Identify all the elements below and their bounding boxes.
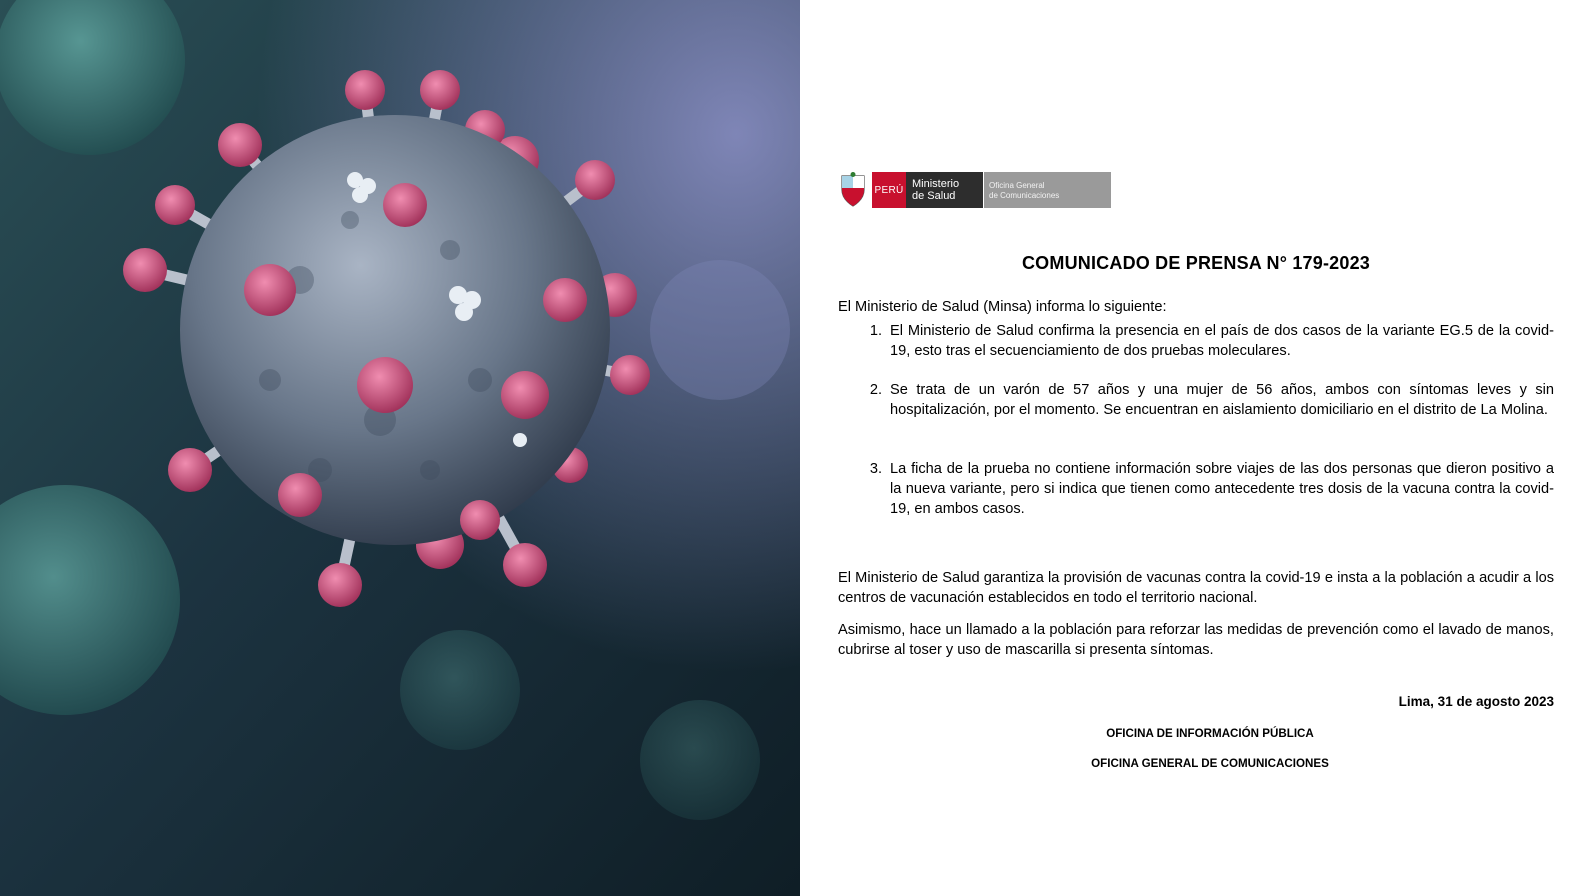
ministry-line-2: de Salud (912, 190, 956, 202)
office-line-1: Oficina General (989, 181, 1045, 190)
list-item: La ficha de la prueba no contiene información sobre viajes de las dos personas que dieron positivo a la nueva variante, pero si indica que tienen como antecedente tres dosis de la vacuna contra la covid-19, en ambos casos. (890, 461, 1554, 517)
release-date: Lima, 31 de agosto 2023 (1398, 694, 1554, 709)
ministry-line-1: Ministerio (912, 178, 960, 190)
ministry-label (906, 172, 983, 208)
item-number: 3. (869, 461, 882, 477)
office-public-information: OFICINA DE INFORMACIÓN PÚBLICA (1106, 727, 1314, 740)
list-item: El Ministerio de Salud confirma la presencia en el país de dos casos de la variante EG.5 de la covid-19, esto tras el secuenciamiento de dos pruebas moleculares. (890, 323, 1554, 359)
item-number: 2. (869, 382, 882, 398)
peru-label: PERÚ (872, 172, 906, 208)
background-virus-right (650, 260, 790, 400)
list-item: Se trata de un varón de 57 años y una mujer de 56 años, ambos con síntomas leves y sin hospitalización, por el momento. Se encuentran en aislamiento domiciliario en el distrito de La Molina. (890, 382, 1554, 418)
prevention-paragraph: Asimismo, hace un llamado a la población para reforzar las medidas de prevención como el lavado de manos, cubrirse al toser y uso de mascarilla si presenta síntomas. (838, 622, 1554, 658)
press-release-title: COMUNICADO DE PRENSA N° 179-2023 (1021, 253, 1370, 273)
background-virus-bottom (400, 630, 520, 750)
virus-body (180, 115, 610, 545)
office-label (983, 172, 1111, 208)
minsa-logo (838, 172, 1111, 208)
peru-coat-of-arms-icon (838, 172, 868, 208)
office-line-2: de Comunicaciones (989, 191, 1060, 200)
vaccine-paragraph: El Ministerio de Salud garantiza la provisión de vacunas contra la covid-19 e insta a la población a acudir a los centros de vacunación establecidos en todo el territorio nacional. (838, 570, 1554, 606)
item-number: 1. (869, 323, 882, 339)
office-general-communications: OFICINA GENERAL DE COMUNICACIONES (1091, 757, 1329, 770)
intro-text: El Ministerio de Salud (Minsa) informa lo siguiente: (838, 299, 1167, 315)
background-virus-bottom-right (640, 700, 760, 820)
